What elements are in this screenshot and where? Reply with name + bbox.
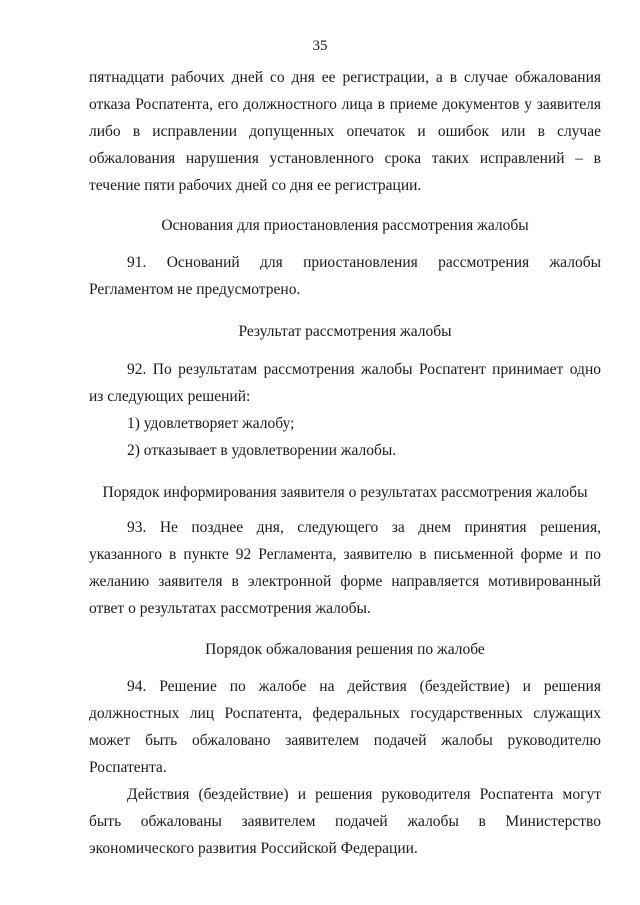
paragraph-94-continuation: Действия (бездействие) и решения руководителя Роспатента могут быть обжалованы заявителем подачей жалобы в Министерство экономического развития Российской Федерации. xyxy=(89,786,601,857)
paragraph-91: 91. Оснований для приостановления рассмотрения жалобы Регламентом не предусмотрено. xyxy=(89,254,601,298)
paragraph-94-block xyxy=(89,673,601,862)
page-number: 35 xyxy=(312,38,328,54)
paragraph-93: 93. Не позднее дня, следующего за днем принятия решения, указанного в пункте 92 Регламента, заявителю в письменной форме и по желанию заявителя в электронной форме направляется мотивированный ответ о результатах рассмотрения жалобы. xyxy=(89,519,601,617)
intro-paragraph: пятнадцати рабочих дней со дня ее регистрации, а в случае обжалования отказа Роспатента, его должностного лица в приеме документов у заявителя либо в исправлении допущенных опечаток и ошибок или в случае обжалования нарушения установленного срока таких исправлений – в течение пяти рабочих дней со дня ее регистрации. xyxy=(89,69,601,194)
section-heading-result: Результат рассмотрения жалобы xyxy=(238,323,452,340)
paragraph-91-block xyxy=(89,249,601,303)
section-heading-suspension: Основания для приостановления рассмотрения жалобы xyxy=(161,217,529,234)
section-heading-informing: Порядок информирования заявителя о результатах рассмотрения жалобы xyxy=(102,484,588,501)
paragraph-93-block xyxy=(89,514,601,622)
section-result xyxy=(89,318,601,345)
paragraph-92-block xyxy=(89,356,601,464)
list-item: 1) удовлетворяет жалобу; xyxy=(127,415,295,432)
section-appeal xyxy=(89,636,601,663)
list-item: 2) отказывает в удовлетворении жалобы. xyxy=(127,442,397,459)
intro-paragraph-block xyxy=(89,64,601,199)
paragraph-92: 92. По результатам рассмотрения жалобы Роспатент принимает одно из следующих решений: xyxy=(89,361,601,405)
section-heading-appeal: Порядок обжалования решения по жалобе xyxy=(205,641,485,658)
paragraph-94: 94. Решение по жалобе на действия (бездействие) и решения должностных лиц Роспатента, федеральных государственных служащих может быть обжаловано заявителем подачей жалобы руководителю Роспатента. xyxy=(89,678,601,776)
section-suspension xyxy=(89,212,601,239)
section-informing xyxy=(89,479,601,506)
